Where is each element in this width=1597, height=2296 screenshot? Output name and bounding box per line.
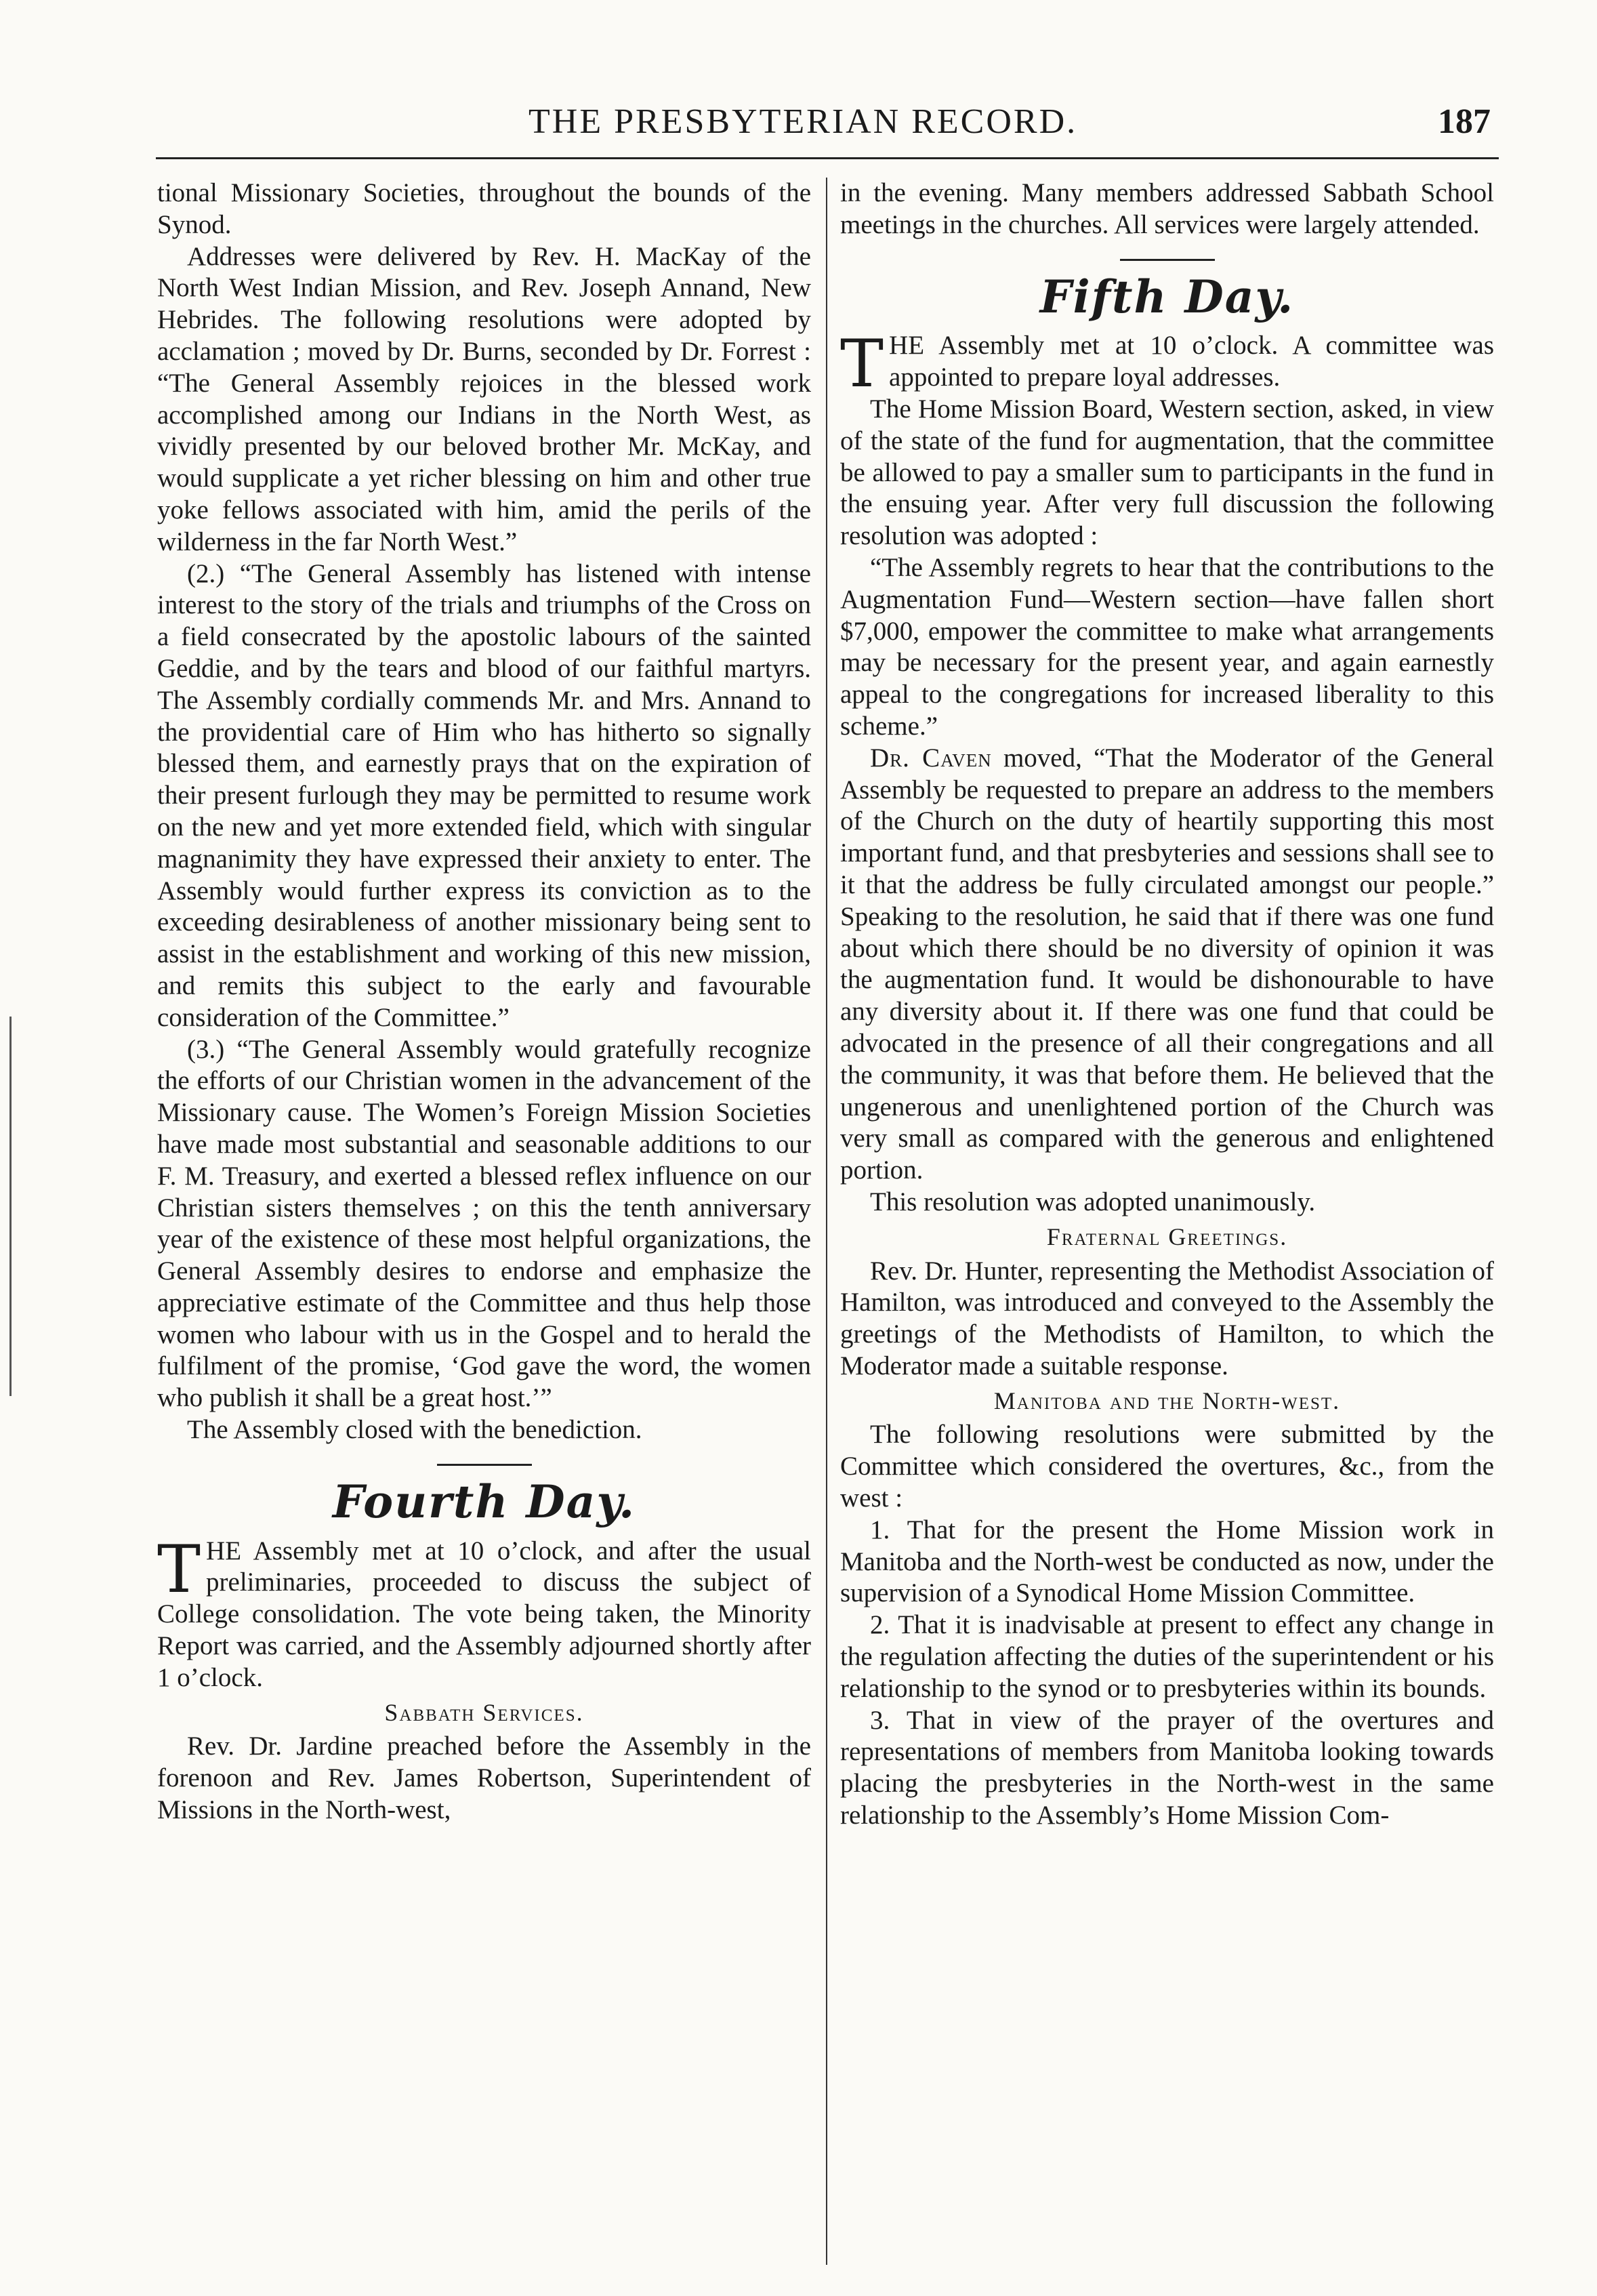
section-rule — [1120, 259, 1215, 261]
paragraph — [840, 743, 1494, 1187]
column-divider — [826, 178, 827, 2265]
sabbath-services-heading: Sabbath Services. — [384, 1698, 584, 1726]
header-rule — [156, 157, 1499, 159]
paragraph — [840, 326, 1494, 403]
paragraph: Rev. Dr. Hunter, representing the Methodist Association of Hamilton, was introduced and conveyed to the Assembly the greetings of the Methodists of Hamilton, to which the Moderator made a suitable response. — [840, 1256, 1494, 1380]
fourth-day-heading: Fourth Day. — [332, 1475, 636, 1528]
paragraph-text: HE Assembly met at 10 o’clock, and after the usual preliminaries, proceeded to discuss the subject of College consolidation. The vote being taken, the Minority Report was carried, and the Assembly adjourned shortly after 1 o’clock. — [157, 1536, 811, 1692]
resolution-item: 2. That it is inadvisable at present to effect any change in the regulation affecting the duties of the superintendent or his relationship to the synod or to presbyteries within its bounds. — [840, 1610, 1494, 1703]
paragraph: Addresses were delivered by Rev. H. MacKay of the North West Indian Mission, and Rev. Joseph Annand, New Hebrides. The following resolutions were adopted by acclamation ; moved by Dr. Burns, seconded by Dr. Forrest : “The General Assembly rejoices in the blessed work accomplished among our Indians in the North West, as vividly presented by our beloved brother Mr. McKay, and would supplicate a yet richer blessing on him and other true yoke fellows associated with him, amid the perils of the wilderness in the far North West.” — [157, 241, 811, 556]
paragraph-text: moved, “That the Moderator of the General Assembly be requested to prepare an address to the members of the Church on the duty of heartily supporting this most important fund, and that presbyteries and sessions shall see to it that the address be fully circulated amongst our people.” Speaking to the resolution, he said that if there was one fund about which there should be no diversity of opinion it was the augmentation fund. It would be dishonourable to have any diversity about it. If there was one fund that could be advocated in the presence of all their congregations and all the community, it was that before them. He believed that the ungenerous and unenlightened portion of the Church was very small as compared with the generous and enlightened portion. — [840, 743, 1494, 1185]
page-edge-mark — [9, 1017, 12, 1396]
resolution-item: 3. That in view of the prayer of the overtures and representations of members from Manitoba looking towards placing the presbyteries in the North-west in the same relationship to the Assembly’s Home Mission Com- — [840, 1705, 1494, 1830]
speaker-name: Dr. Caven — [870, 743, 992, 773]
running-title: THE PRESBYTERIAN RECORD. — [528, 102, 1078, 141]
paragraph — [157, 1531, 811, 1694]
left-column — [157, 178, 811, 1826]
paragraph-text: HE Assembly met at 10 o’clock. A committee was appointed to prepare loyal addresses. — [889, 331, 1494, 392]
right-column — [840, 178, 1494, 1832]
fraternal-greetings-heading: Fraternal Greetings. — [1046, 1223, 1288, 1250]
paragraph: Rev. Dr. Jardine preached before the Assembly in the forenoon and Rev. James Robertson, Superintendent of Missions in the North-west, — [157, 1731, 811, 1825]
page-number: 187 — [1438, 102, 1491, 141]
paragraph: The following resolutions were submitted by the Committee which considered the overtures, &c., from the west : — [840, 1420, 1494, 1513]
paragraph: (2.) “The General Assembly has listened with intense interest to the story of the trials and triumphs of the Cross on a field consecrated by the apostolic labours of the sainted Geddie, and by the tears and blood of our faithful martyrs. The Assembly cordially commends Mr. and Mrs. Annand to the providential care of Him who has hitherto so signally blessed them, and earnestly prays that on the expiration of their present furlough they may be permitted to resume work on the new and yet more extended field, which with singular magnanimity they have expressed their anxiety to enter. The Assembly would further express its conviction as to the exceeding desirableness of another missionary being sent to assist in the establishment and working of this new mission, and remits this subject to the early and favourable consideration of the Committee.” — [157, 558, 811, 1032]
paragraph: The Home Mission Board, Western section, asked, in view of the state of the fund for augmentation, that the committee be allowed to pay a smaller sum to participants in the fund in the ensuing year. After very full discussion the following resolution was adopted : — [840, 394, 1494, 551]
paragraph: The Assembly closed with the benediction. — [187, 1415, 642, 1445]
fifth-day-heading: Fifth Day. — [1039, 270, 1295, 323]
manitoba-heading: Manitoba and the North-west. — [993, 1387, 1341, 1414]
paragraph: tional Missionary Societies, throughout the bounds of the Synod. — [157, 178, 811, 239]
resolution-item: 1. That for the present the Home Mission work in Manitoba and the North-west be conducted as now, under the supervision of a Synodical Home Mission Committee. — [840, 1515, 1494, 1608]
drop-cap: T — [157, 1531, 201, 1607]
paragraph: (3.) “The General Assembly would gratefully recognize the efforts of our Christian women in the advancement of the Missionary cause. The Women’s Foreign Mission Societies have made most substantial and seasonable additions to our F. M. Treasury, and exerted a blessed reflex influence on our Christian sisters themselves ; on this the tenth anniversary year of the existence of these most helpful organizations, the General Assembly desires to endorse and emphasize the appreciative estimate of the Committee and thus help those women who labour with us in the Gospel and to herald the fulfilment of the promise, ‘God gave the word, the women who publish it shall be a great host.’” — [157, 1034, 811, 1413]
paragraph: This resolution was adopted unanimously. — [870, 1187, 1316, 1216]
paragraph: “The Assembly regrets to hear that the contributions to the Augmentation Fund—Western section—have fallen short $7,000, empower the committee to make what arrangements may be necessary for the present year, and again earnestly appeal to the congregations for increased liberality to this scheme.” — [840, 552, 1494, 741]
paragraph: in the evening. Many members addressed Sabbath School meetings in the churches. All services were largely attended. — [840, 178, 1494, 239]
section-rule — [437, 1464, 532, 1466]
drop-cap: T — [840, 326, 884, 403]
page-header — [149, 102, 1497, 149]
